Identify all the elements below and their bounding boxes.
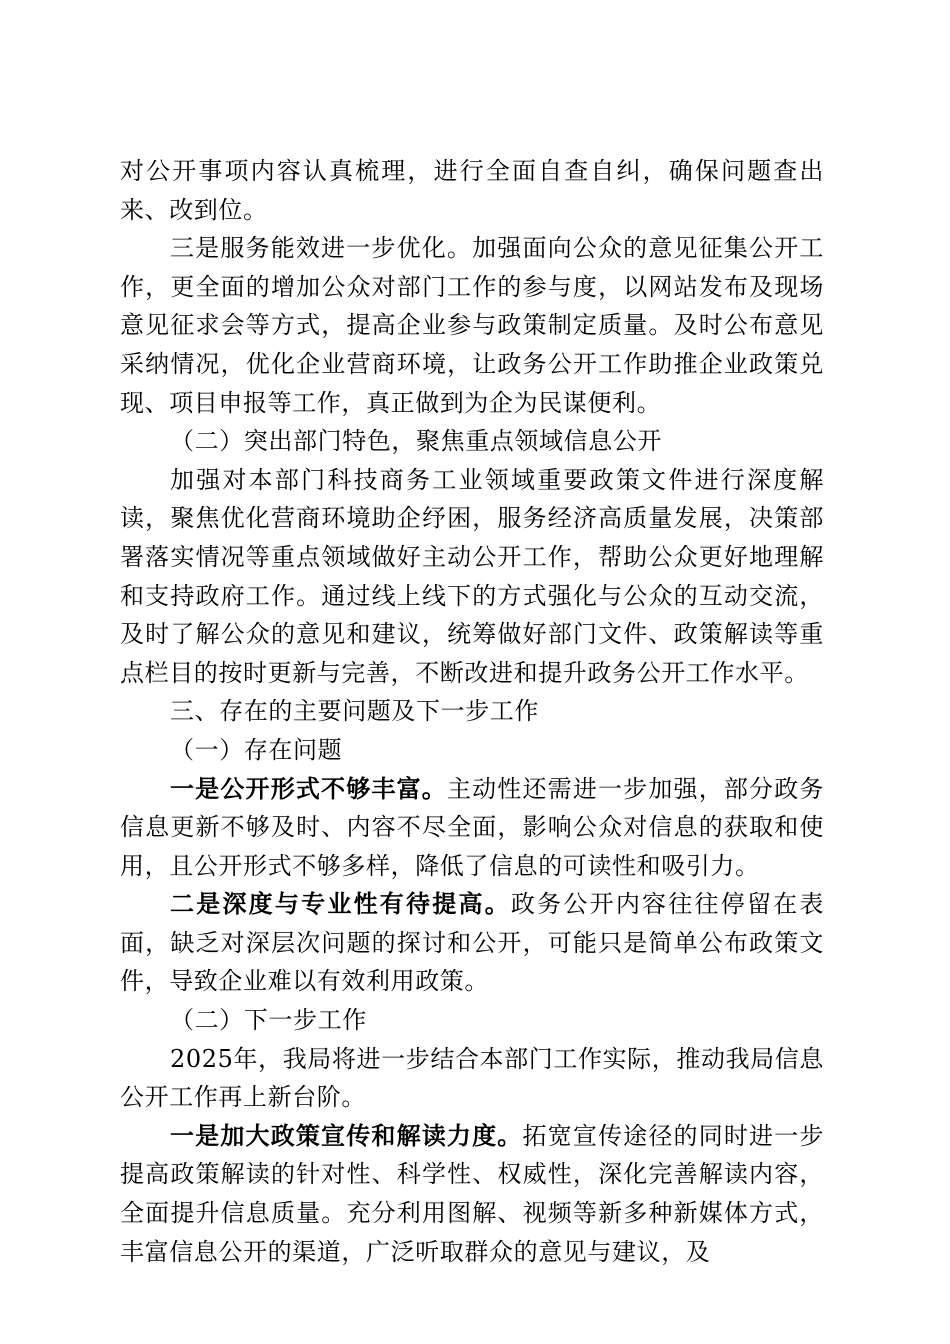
section-heading-2: （二）突出部门特色，聚焦重点领域信息公开	[170, 427, 662, 456]
paragraph-next-year: 2025年，我局将进一步结合本部门工作实际，推动我局信息公开工作再上新台阶。	[120, 1044, 824, 1112]
document-body	[120, 152, 824, 1271]
paragraph-key-areas: 加强对本部门科技商务工业领域重要政策文件进行深度解读，聚焦优化营商环境助企纾困，服务经济高质量发展，决策部署落实情况等重点领域做好主动公开工作，帮助公众更好地理解和支持政府工作。通过线上线下的方式强化与公众的互动交流，及时了解公众的意见和建议，统筹做好部门文件、政策解读等重点栏目的按时更新与完善，不断改进和提升政务公开工作水平。	[120, 465, 824, 687]
paragraph-problem-2	[120, 885, 824, 1001]
paragraph-next-step-1	[120, 1117, 824, 1271]
paragraph-continuation: 对公开事项内容认真梳理，进行全面自查自纠，确保问题查出来、改到位。	[120, 157, 824, 224]
paragraph-service-efficiency: 三是服务能效进一步优化。加强面向公众的意见征集公开工作，更全面的增加公众对部门工作的参与度，以网站发布及现场意见征求会等方式，提高企业参与政策制定质量。及时公布意见采纳情况，优化企业营商环境，让政务公开工作助推企业政策兑现、项目申报等工作，真正做到为企为民谋便利。	[120, 234, 824, 417]
problem-1-text: 主动性还需进一步加强，部分政务信息更新不够及时、内容不尽全面，影响公众对信息的获取和使用，且公开形式不够多样，降低了信息的可读性和吸引力。	[120, 774, 824, 880]
problem-1-lead: 一是公开形式不够丰富。	[170, 773, 447, 803]
section-heading-3: 三、存在的主要问题及下一步工作	[170, 697, 539, 726]
problem-2-text: 政务公开内容往往停留在表面，缺乏对深层次问题的探讨和公开，可能只是简单公布政策文件，导致企业难以有效利用政策。	[120, 890, 824, 996]
problem-2-lead: 二是深度与专业性有待提高。	[170, 889, 511, 919]
paragraph-problem-1	[120, 770, 824, 886]
next-step-1-lead: 一是加大政策宣传和解读力度。	[170, 1120, 523, 1150]
subsection-heading-problems: （一）存在问题	[170, 735, 343, 764]
next-step-1-text: 拓宽宣传途径的同时进一步提高政策解读的针对性、科学性、权威性，深化完善解读内容，全面提升信息质量。充分利用图解、视频等新多种新媒体方式，丰富信息公开的渠道，广泛听取群众的意见与建议，及	[120, 1121, 824, 1266]
subsection-heading-next-steps: （二）下一步工作	[170, 1006, 367, 1035]
